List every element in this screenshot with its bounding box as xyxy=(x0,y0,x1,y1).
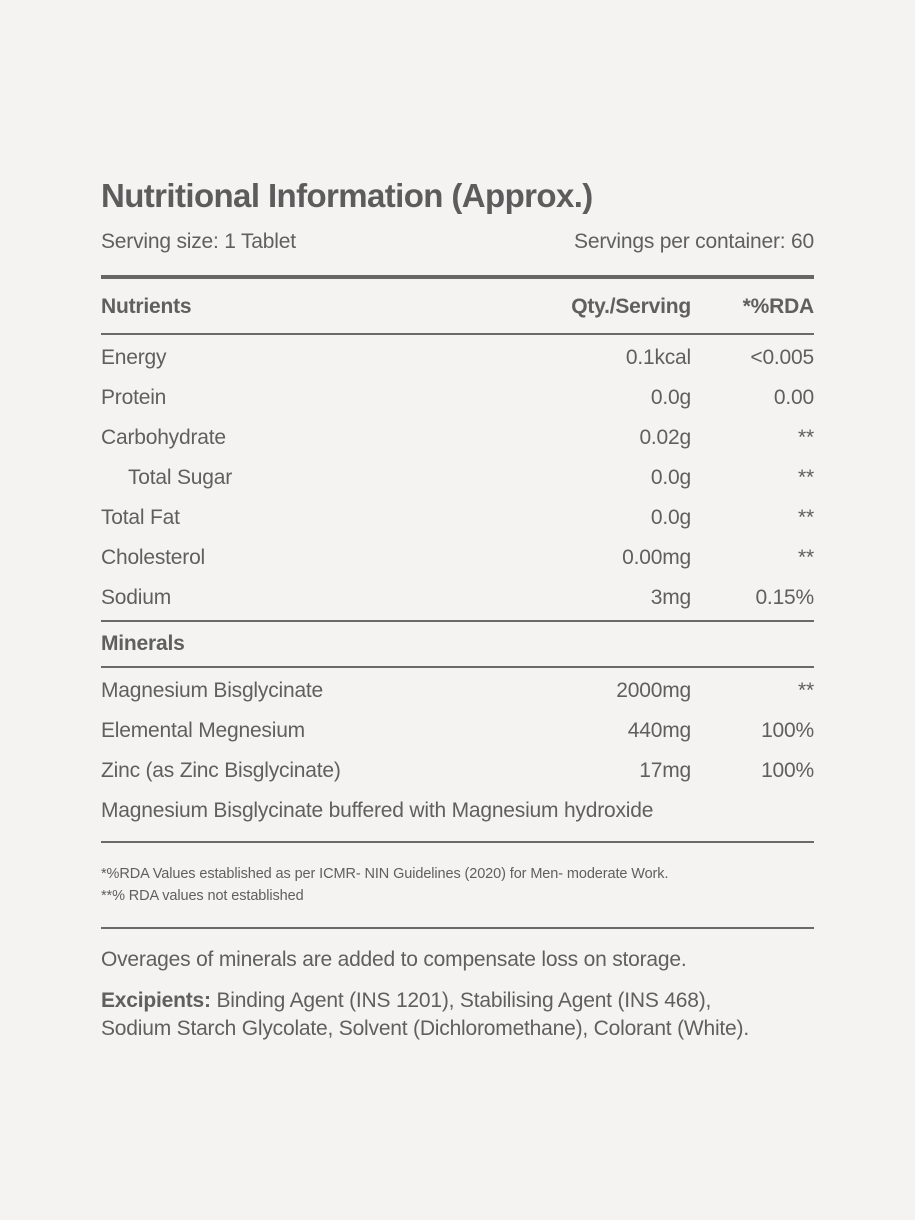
minerals-heading xyxy=(101,622,814,666)
nutrient-name: Cholesterol xyxy=(101,546,206,569)
footnotes xyxy=(101,863,814,907)
panel-title: Nutritional Information (Approx.) xyxy=(101,177,593,214)
nutrient-name: Carbohydrate xyxy=(101,426,226,449)
mineral-name: Elemental Megnesium xyxy=(101,719,305,742)
nutrient-rda: ** xyxy=(798,546,814,569)
divider xyxy=(101,841,814,843)
excipients-text-1: Binding Agent (INS 1201), Stabilising Agent (INS 468), xyxy=(210,989,712,1012)
nutrient-rda: <0.005 xyxy=(750,346,814,369)
excipients xyxy=(101,987,814,1043)
nutrient-qty: 0.00mg xyxy=(622,546,691,569)
overages-note: Overages of minerals are added to compensate loss on storage. xyxy=(101,948,687,971)
serving-info xyxy=(101,228,814,256)
nutrition-panel xyxy=(101,174,814,1043)
excipients-line-1 xyxy=(101,987,814,1015)
section-label: Minerals xyxy=(101,632,185,655)
nutrient-name: Total Fat xyxy=(101,506,180,529)
nutrient-name: Energy xyxy=(101,346,167,369)
nutrient-qty: 0.0g xyxy=(650,506,691,529)
mineral-qty: 17mg xyxy=(639,759,691,782)
table-row xyxy=(101,418,814,458)
excipients-line-2: Sodium Starch Glycolate, Solvent (Dichloromethane), Colorant (White). xyxy=(101,1017,749,1040)
divider xyxy=(101,666,814,668)
nutrient-rda: 0.15% xyxy=(755,586,814,609)
nutrient-rda: ** xyxy=(798,466,814,489)
header-qty: Qty./Serving xyxy=(571,295,691,318)
nutrient-qty: 0.1kcal xyxy=(625,346,691,369)
header-nutrients: Nutrients xyxy=(101,295,192,318)
table-row xyxy=(101,711,814,751)
serving-size: Serving size: 1 Tablet xyxy=(101,230,296,253)
mineral-rda: 100% xyxy=(761,719,814,742)
mineral-rda: 100% xyxy=(761,759,814,782)
not-established-footnote: **% RDA values not established xyxy=(101,888,304,904)
table-row xyxy=(101,498,814,538)
table-row xyxy=(101,751,814,791)
nutrient-rda: ** xyxy=(798,426,814,449)
mineral-qty: 2000mg xyxy=(616,679,691,702)
table-row xyxy=(101,458,814,498)
servings-per-container: Servings per container: 60 xyxy=(574,230,814,253)
mineral-name: Magnesium Bisglycinate xyxy=(101,679,324,702)
nutrient-qty: 0.02g xyxy=(639,426,691,449)
table-row xyxy=(101,578,814,618)
nutrient-qty: 0.0g xyxy=(650,466,691,489)
divider xyxy=(101,927,814,929)
nutrient-name: Total Sugar xyxy=(128,466,233,489)
nutrient-qty: 3mg xyxy=(650,586,691,609)
excipients-label: Excipients: xyxy=(101,989,211,1012)
nutrient-rda: 0.00 xyxy=(773,386,814,409)
table-row xyxy=(101,671,814,711)
rda-footnote: *%RDA Values established as per ICMR- NIN Guidelines (2020) for Men- moderate Work. xyxy=(101,866,669,882)
table-row xyxy=(101,378,814,418)
mineral-name: Zinc (as Zinc Bisglycinate) xyxy=(101,759,341,782)
header-rda: *%RDA xyxy=(742,295,814,318)
buffer-note: Magnesium Bisglycinate buffered with Magnesium hydroxide xyxy=(101,799,654,822)
nutrient-qty: 0.0g xyxy=(650,386,691,409)
nutrient-name: Protein xyxy=(101,386,167,409)
divider xyxy=(101,333,814,335)
mineral-rda: ** xyxy=(798,679,814,702)
table-row xyxy=(101,338,814,378)
table-row xyxy=(101,538,814,578)
mineral-qty: 440mg xyxy=(627,719,691,742)
nutrient-rda: ** xyxy=(798,506,814,529)
nutrient-name: Sodium xyxy=(101,586,172,609)
table-header xyxy=(101,279,814,333)
